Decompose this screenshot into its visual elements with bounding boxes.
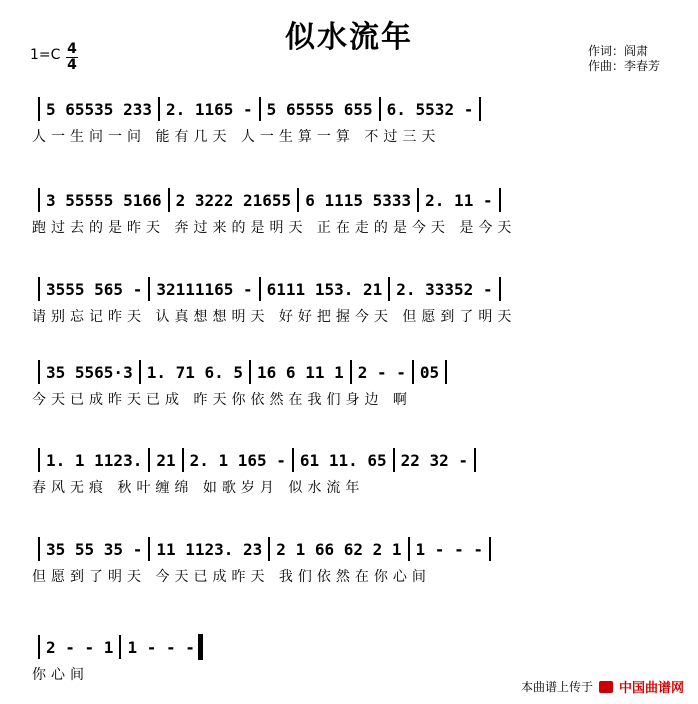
measure: 61 11. 65	[299, 450, 387, 470]
barline	[249, 360, 251, 384]
notation-row	[32, 272, 668, 306]
measure: 1 - - -	[127, 637, 195, 657]
final-barline	[198, 634, 203, 660]
measure: 6111 153. 21	[266, 279, 383, 299]
measure: 21	[156, 450, 176, 470]
barline	[148, 448, 150, 472]
measure: 2. 1 165 -	[189, 450, 286, 470]
lyrics-row: 人一生问一问 能有几天 人一生算一算 不过三天	[32, 129, 441, 145]
measure: 3 55555 5166	[46, 190, 162, 210]
measure: 3555 565 -	[46, 279, 143, 299]
barline	[489, 537, 491, 561]
barline	[499, 188, 501, 212]
measure: 5 65535 233	[46, 99, 152, 119]
measure: 32111165 -	[156, 279, 253, 299]
lyrics-row: 今天已成昨天已成 昨天你依然在我们身边 啊	[32, 392, 412, 408]
lyrics-row: 你心间	[32, 667, 89, 683]
time-signature-bottom: 4	[67, 57, 77, 73]
barline	[38, 188, 40, 212]
barline	[168, 188, 170, 212]
barline	[119, 635, 121, 659]
time-signature	[66, 42, 78, 73]
lyrics-row: 跑过去的是昨天 奔过来的是明天 正在走的是今天 是今天	[32, 220, 517, 236]
staff-line	[32, 443, 668, 497]
barline	[408, 537, 410, 561]
barline	[412, 360, 414, 384]
measure: 2. 33352 -	[396, 279, 493, 299]
song-title: 似水流年	[285, 20, 413, 55]
staff-line	[32, 630, 668, 684]
measure: 2. 11 -	[425, 190, 493, 210]
barline	[139, 360, 141, 384]
barline	[259, 97, 261, 121]
staff-line	[32, 272, 668, 326]
barline	[182, 448, 184, 472]
measure: 35 5565·3	[46, 362, 133, 382]
barline	[38, 277, 40, 301]
measure: 22 32 -	[400, 450, 469, 470]
footer-text: 本曲谱上传于	[520, 680, 593, 694]
time-signature-top: 4	[67, 41, 77, 57]
barline	[148, 537, 150, 561]
key-signature: 1=C	[30, 47, 61, 63]
barline	[38, 97, 40, 121]
measure: 35 55 35 -	[46, 539, 143, 559]
barline	[292, 448, 294, 472]
barline	[388, 277, 390, 301]
measure: 1. 71 6. 5	[146, 362, 244, 382]
notation-row	[32, 355, 668, 389]
measure: 5 65555 655	[266, 99, 373, 119]
credits	[588, 44, 660, 74]
site-logo[interactable]: 中国曲谱网	[618, 681, 684, 696]
barline	[350, 360, 352, 384]
notation-row	[32, 532, 668, 566]
barline	[158, 97, 160, 121]
notation-row	[32, 92, 668, 126]
staff-line	[32, 183, 668, 237]
barline	[259, 277, 261, 301]
staff-line	[32, 355, 668, 409]
notation-row	[32, 183, 668, 217]
barline	[38, 537, 40, 561]
measure: 6. 5532 -	[386, 99, 474, 119]
measure: 16 6 11 1	[257, 362, 344, 382]
notation-row	[32, 443, 668, 477]
lyrics-row: 但愿到了明天 今天已成昨天 我们依然在你心间	[32, 569, 431, 585]
measure: 1. 1 1123.	[46, 450, 143, 470]
notation-row	[32, 630, 668, 664]
barline	[474, 448, 476, 472]
measure: 2 3222 21655	[175, 190, 292, 210]
measure: 2. 1165 -	[165, 99, 253, 119]
lyricist: 作词：阎肃	[588, 44, 649, 58]
measure: 2 - -	[357, 362, 406, 382]
measure: 05	[419, 362, 440, 382]
measure: 6 1115 5333	[305, 190, 412, 210]
staff-line	[32, 532, 668, 586]
measure: 2 1 66 62 2 1	[276, 539, 402, 559]
barline	[297, 188, 299, 212]
lyrics-row: 春风无痕 秋叶缠绵 如歌岁月 似水流年	[32, 480, 365, 496]
lyrics-row: 请别忘记昨天 认真想想明天 好好把握今天 但愿到了明天	[32, 309, 517, 325]
measure: 11 1123. 23	[156, 539, 263, 559]
barline	[393, 448, 395, 472]
barline	[148, 277, 150, 301]
barline	[379, 97, 381, 121]
barline	[38, 360, 40, 384]
barline	[445, 360, 447, 384]
barline	[38, 635, 40, 659]
barline	[417, 188, 419, 212]
site-logo-icon	[599, 681, 613, 693]
measure: 2 - - 1	[46, 637, 114, 657]
barline	[38, 448, 40, 472]
barline	[499, 277, 501, 301]
composer: 作曲：李春芳	[588, 59, 661, 73]
barline	[479, 97, 481, 121]
barline	[268, 537, 270, 561]
staff-line	[32, 92, 668, 146]
footer	[521, 677, 684, 696]
measure: 1 - - -	[415, 539, 483, 559]
